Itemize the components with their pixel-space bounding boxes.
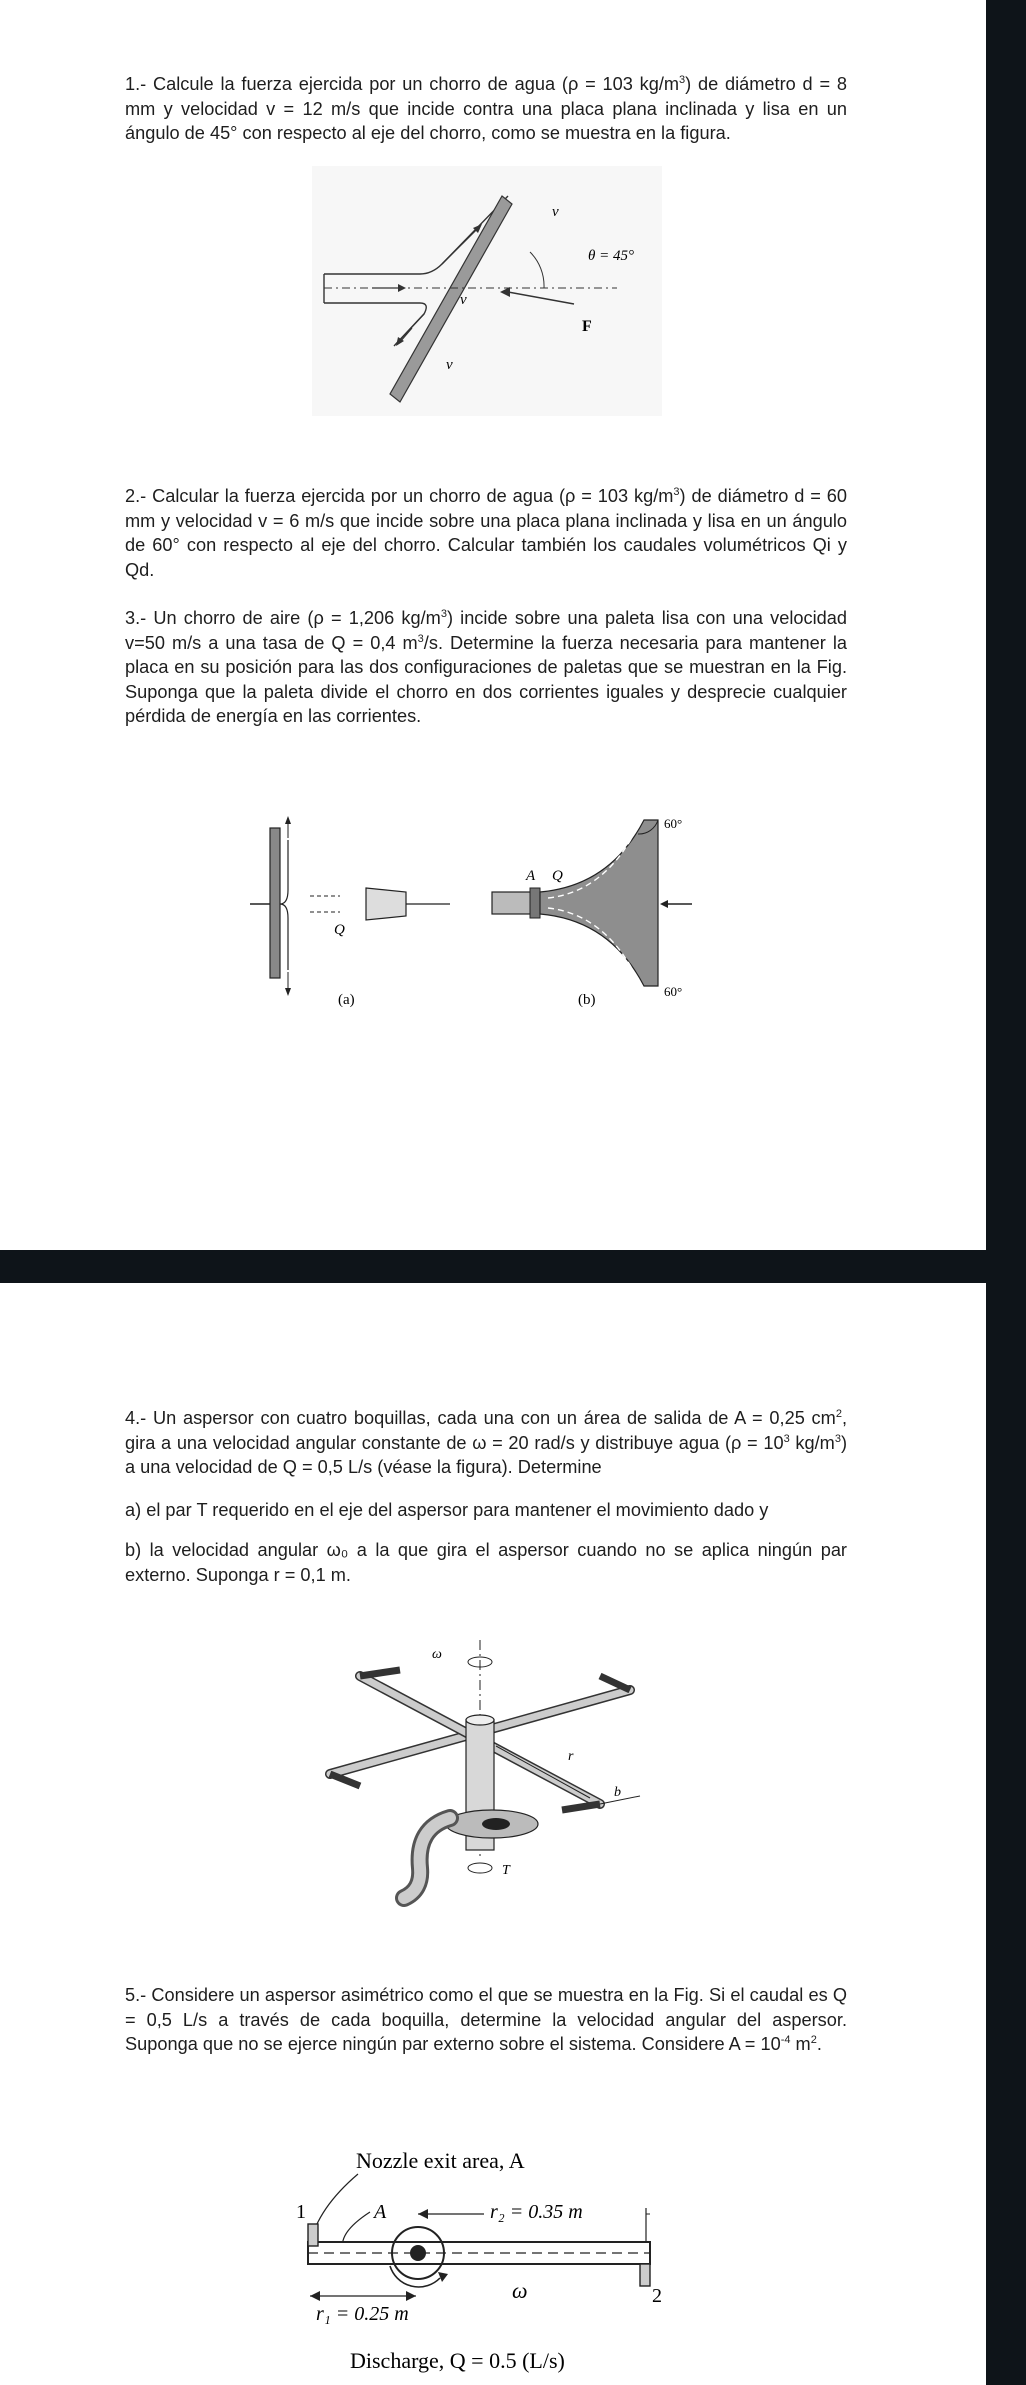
- radius-label: r: [568, 1749, 574, 1764]
- velocity-top: v: [552, 204, 559, 220]
- nozzle-area-label: Nozzle exit area, A: [356, 2148, 525, 2173]
- figure-vanes: [230, 800, 750, 1020]
- figure-asymmetric-sprinkler: [290, 2138, 690, 2373]
- nozzle-a: [366, 888, 406, 920]
- problem-4-item-a: a) el par T requerido en el eje del aspersor para mantener el movimiento dado y: [125, 1500, 769, 1520]
- problem-4-text: 4.- Un aspersor con cuatro boquillas, cada una con un área de salida de A = 0,25 $cm^2$, gira a una velocidad angular constante de ω = 20 rad/s y distribuye agua ($\rho = 10^3$ $kg/m^3$) a una velocidad de Q = 0,5 L/s (véase la figura). Determine: [125, 1407, 847, 1477]
- problem-2-text: 2.- Calcular la fuerza ejercida por un chorro de agua (ρ = 103 $kg/m^3$) de diámetro d = 60 mm y velocidad v = 6 m/s que incide sobre una placa plana inclinada y lisa en un ángulo de 60° con respecto al eje del chorro. Calcular también los caudales volumétricos Qi y Qd.: [125, 485, 848, 580]
- curved-vane: [540, 820, 658, 986]
- omega-label: ω: [432, 1647, 442, 1662]
- r2-label: r₂ = 0.35 m: [490, 2201, 583, 2223]
- angle-top: 60°: [664, 816, 683, 831]
- label-a: (a): [338, 992, 355, 1008]
- torque-label: T: [502, 1863, 510, 1878]
- area-A-label: A: [374, 2201, 387, 2223]
- flat-vane: [270, 828, 280, 978]
- force-label: F: [582, 318, 592, 335]
- omega-label-5: ω: [512, 2278, 528, 2303]
- r1-label: r₁ = 0.25 m: [316, 2303, 409, 2325]
- point-1: 1: [296, 2201, 306, 2223]
- label-b: (b): [578, 992, 596, 1008]
- figure-jet-inclined-plate: [312, 166, 662, 416]
- problem-1-text: 1.- Calcule la fuerza ejercida por un chorro de agua (ρ = 103 $kg/m^3$) de diámetro d = 8 mm y velocidad v = 12 m/s que incide contra una placa plana inclinada y lisa en un ángulo de 45° con respecto al eje del chorro, como se muestra en la figura.: [125, 73, 847, 143]
- angle-bottom: 60°: [664, 984, 683, 999]
- flow-rate-a: Q: [334, 922, 345, 938]
- theta-label: θ = 45°: [588, 248, 634, 264]
- nozzle-b: [492, 892, 532, 914]
- page-2: [0, 1283, 986, 2385]
- problem-5-text: 5.- Considere un aspersor asimétrico como el que se muestra en la Fig. Si el caudal es Q = 0,5 L/s a través de cada boquilla, determine la velocidad angular del aspersor. Suponga que no se ejerce ningún par externo sobre el sistema. Considere $A = 10^{-4}$ $m^2$.: [125, 1985, 847, 2054]
- point-2: 2: [652, 2285, 662, 2307]
- velocity-mid: v: [460, 292, 467, 308]
- problem-4-item-b: b) la velocidad angular ω₀ a la que gira el aspersor cuando no se aplica ningún par externo. Suponga r = 0,1 m.: [125, 1540, 847, 1585]
- flow-rate-b: Q: [552, 868, 563, 884]
- problem-3-text: 3.- Un chorro de aire (ρ = 1,206 $kg/m^3$) incide sobre una paleta lisa con una velocidad v=50 m/s a una tasa de Q = 0,4 $m^3/s$. Determine la fuerza necesaria para mantener la placa en su posición para las dos configuraciones de paletas que se muestran en la Fig. Suponga que la paleta divide el chorro en dos corrientes iguales y desprecie cualquier pérdida de energía en las corrientes.: [125, 607, 847, 726]
- b-label: b: [614, 1785, 621, 1800]
- area-label: A: [526, 868, 536, 884]
- discharge-label: Discharge, Q = 0.5 (L/s): [350, 2348, 565, 2373]
- figure-sprinkler: [300, 1628, 680, 1928]
- velocity-bottom: v: [446, 357, 453, 373]
